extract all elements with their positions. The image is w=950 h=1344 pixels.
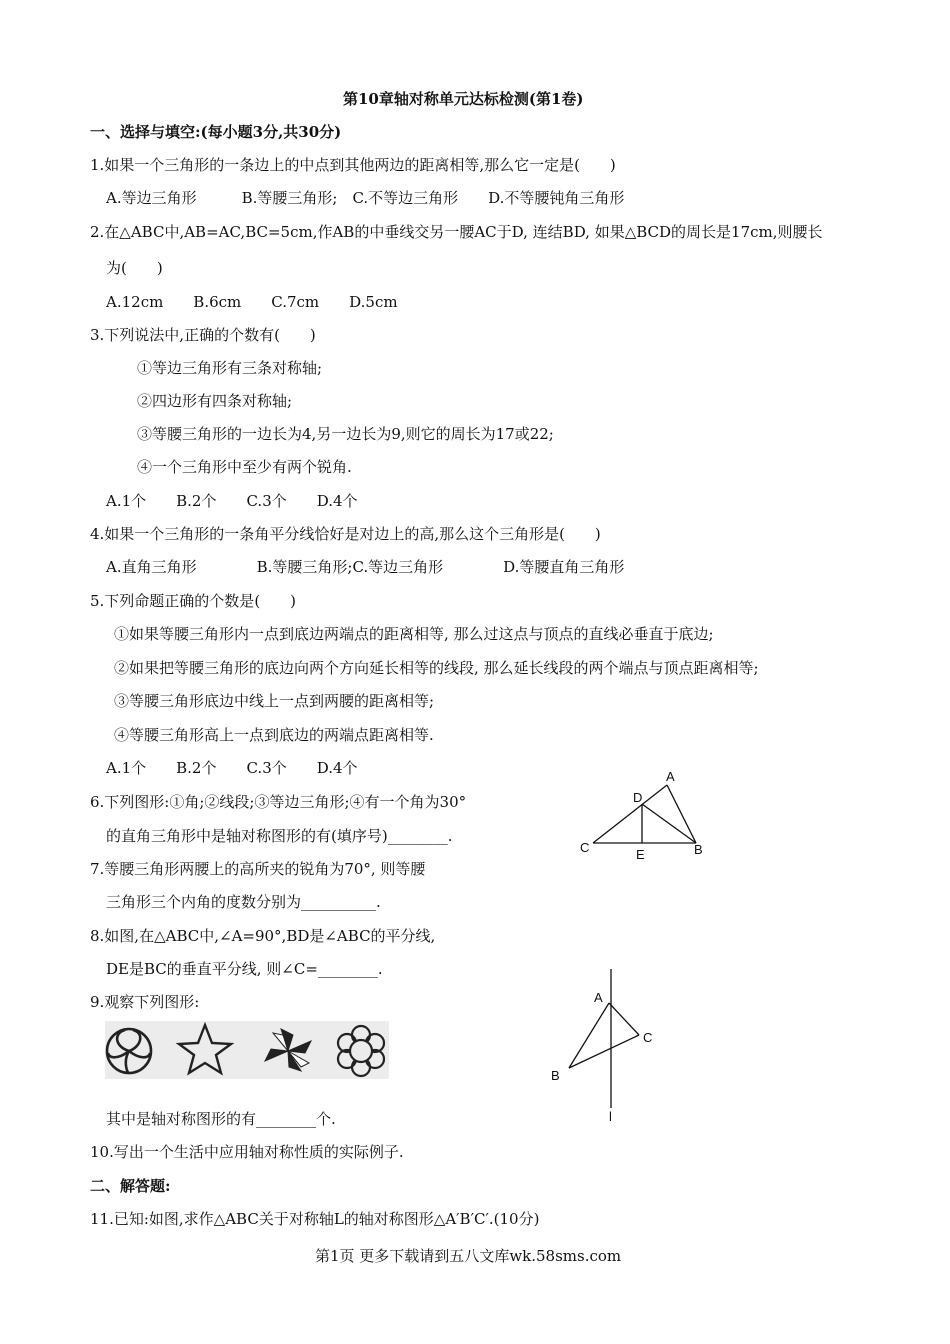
q3-item-2: ②四边形有四条对称轴;: [137, 392, 293, 410]
page-title: 第10章轴对称单元达标检测(第1卷): [343, 90, 584, 108]
q9-stem: 9.观察下列图形:: [90, 993, 200, 1011]
q11-stem: 11.已知:如图,求作△ABC关于对称轴L的轴对称图形△A′B′C′.(10分): [90, 1210, 540, 1228]
label-l: l: [609, 1109, 612, 1124]
q4-stem: 4.如果一个三角形的一条角平分线恰好是对边上的高,那么这个三角形是( ): [90, 525, 601, 543]
q8-line-2: DE是BC的垂直平分线, 则∠C=________.: [106, 960, 383, 978]
q3-options: A.1个 B.2个 C.3个 D.4个: [106, 492, 358, 510]
q6-line-1: 6.下列图形:①角;②线段;③等边三角形;④有一个角为30°: [90, 793, 467, 811]
label-a: A: [666, 769, 675, 784]
page-footer: 第1页 更多下载请到五八文库wk.58sms.com: [315, 1247, 622, 1265]
segment-db: [642, 804, 696, 843]
trefoil-circle-figure: [107, 1029, 151, 1073]
q5-item-4: ④等腰三角形高上一点到底边的两端点距离相等.: [114, 726, 434, 744]
q7-line-1: 7.等腰三角形两腰上的高所夹的锐角为70°, 则等腰: [90, 860, 426, 878]
q2-options: A.12cm B.6cm C.7cm D.5cm: [106, 293, 398, 311]
label-d: D: [633, 790, 643, 805]
segment-ac: [609, 1003, 639, 1035]
q3-stem: 3.下列说法中,正确的个数有( ): [90, 326, 316, 344]
q9-answer: 其中是轴对称图形的有________个.: [106, 1110, 336, 1128]
q5-options: A.1个 B.2个 C.3个 D.4个: [106, 759, 358, 777]
label-c: C: [580, 840, 590, 855]
label-e: E: [636, 847, 645, 862]
q2-stem: 2.在△ABC中,AB=AC,BC=5cm,作AB的中垂线交另一腰AC于D, 连结BD, 如果△BCD的周长是17cm,则腰长: [90, 223, 823, 241]
triangle-axis-figure-q11: [545, 965, 675, 1125]
star-figure: [179, 1025, 231, 1073]
label-a: A: [594, 990, 603, 1005]
label-b: B: [694, 842, 703, 857]
q5-item-1: ①如果等腰三角形内一点到底边两端点的距离相等, 那么过这点与顶点的直线必垂直于底边;: [114, 625, 714, 643]
segment-ab: [667, 785, 696, 843]
q5-item-2: ②如果把等腰三角形的底边向两个方向延长相等的线段, 那么延长线段的两个端点与顶点距离相等;: [114, 659, 759, 677]
q8-line-1: 8.如图,在△ABC中,∠A=90°,BD是∠ABC的平分线,: [90, 927, 436, 945]
q3-item-1: ①等边三角形有三条对称轴;: [137, 359, 323, 377]
q9-figures: [105, 1021, 389, 1079]
section-2-heading: 二、解答题:: [90, 1177, 171, 1195]
triangle-figure-q8: [570, 765, 720, 865]
q1-options: A.等边三角形 B.等腰三角形; C.不等边三角形 D.不等腰钝角三角形: [106, 189, 625, 207]
q5-item-3: ③等腰三角形底边中线上一点到两腰的距离相等;: [114, 692, 435, 710]
pinwheel-figure: [265, 1029, 311, 1071]
q4-options: A.直角三角形 B.等腰三角形;C.等边三角形 D.等腰直角三角形: [106, 558, 625, 576]
flower-figure: [338, 1026, 384, 1076]
q9-figures-strip: [105, 1021, 389, 1079]
q2-stem-continued: 为( ): [106, 259, 163, 277]
q7-line-2: 三角形三个内角的度数分别为__________.: [106, 893, 381, 911]
label-b: B: [551, 1068, 560, 1083]
q5-stem: 5.下列命题正确的个数是( ): [90, 592, 297, 610]
label-c: C: [643, 1030, 653, 1045]
q3-item-4: ④一个三角形中至少有两个锐角.: [137, 458, 352, 476]
q10-stem: 10.写出一个生活中应用轴对称性质的实际例子.: [90, 1143, 404, 1161]
section-1-heading: 一、选择与填空:(每小题3分,共30分): [90, 123, 342, 141]
q1-stem: 1.如果一个三角形的一条边上的中点到其他两边的距离相等,那么它一定是( ): [90, 156, 616, 174]
q3-item-3: ③等腰三角形的一边长为4,另一边长为9,则它的周长为17或22;: [137, 425, 554, 443]
q6-line-2: 的直角三角形中是轴对称图形的有(填序号)________.: [106, 827, 453, 845]
